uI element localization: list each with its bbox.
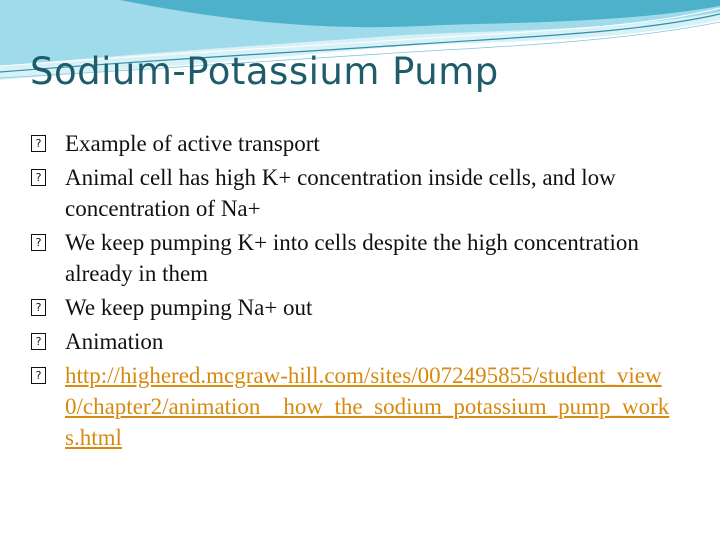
bullet-marker-icon: ?	[31, 234, 46, 251]
animation-link[interactable]: http://highered.mcgraw-hill.com/sites/0072495855/student_view0/chapter2/animation__how_the_sodium_potassium_pump_works.html	[65, 363, 670, 450]
bullet-list	[30, 128, 670, 456]
bullet-marker-icon: ?	[31, 299, 46, 316]
bullet-marker-icon: ?	[31, 169, 46, 186]
bullet-item	[30, 292, 670, 323]
bullet-marker-icon: ?	[31, 333, 46, 350]
bullet-marker-icon: ?	[31, 135, 46, 152]
bullet-marker-icon: ?	[31, 367, 46, 384]
bullet-item-link	[30, 360, 670, 453]
bullet-item	[30, 128, 670, 159]
bullet-item	[30, 162, 670, 224]
bullet-text: We keep pumping Na+ out	[65, 295, 313, 320]
bullet-text: Example of active transport	[65, 131, 320, 156]
bullet-item	[30, 227, 670, 289]
bullet-text: Animation	[65, 329, 164, 354]
bullet-text: We keep pumping K+ into cells despite the high concentration already in them	[65, 230, 639, 286]
bullet-item	[30, 326, 670, 357]
bullet-text: Animal cell has high K+ concentration inside cells, and low concentration of Na+	[65, 165, 616, 221]
slide-title: Sodium-Potassium Pump	[30, 50, 499, 93]
